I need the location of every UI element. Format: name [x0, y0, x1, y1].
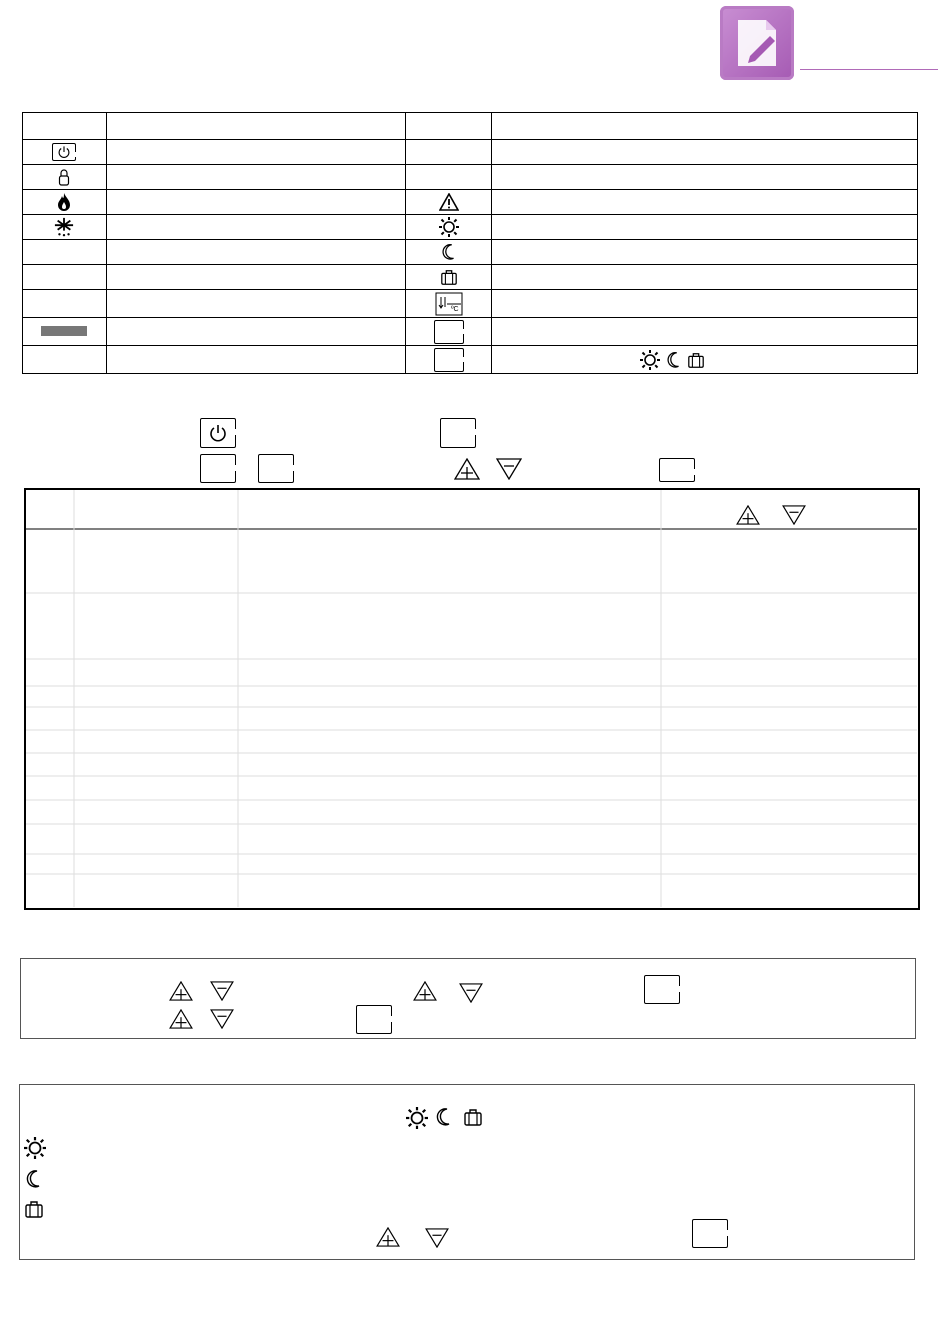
blank-key-icon: [434, 320, 464, 344]
up-triangle-icon[interactable]: [169, 981, 193, 1001]
lock-icon: [58, 168, 70, 186]
confirm-button[interactable]: [644, 975, 680, 1004]
power-key-icon: [52, 143, 76, 161]
key-button-b[interactable]: [258, 454, 294, 483]
down-triangle-icon[interactable]: [496, 458, 522, 480]
legend-row: [23, 215, 918, 240]
moon-icon: [24, 1169, 44, 1189]
blank-key-icon: [434, 348, 464, 372]
moon-icon: [434, 1107, 454, 1127]
suitcase-icon: [687, 351, 705, 369]
thermometer-display-icon: [435, 292, 463, 316]
power-icon: [208, 423, 228, 443]
confirm-button[interactable]: [692, 1219, 728, 1248]
suitcase-icon: [463, 1107, 483, 1127]
up-triangle-icon[interactable]: [376, 1227, 400, 1247]
up-triangle-icon[interactable]: [454, 458, 480, 480]
sun-icon: [640, 350, 660, 370]
legend-row: [23, 165, 918, 190]
legend-row: [23, 346, 918, 374]
down-triangle-icon[interactable]: [210, 1009, 234, 1029]
flame-icon: [57, 192, 71, 212]
up-triangle-icon: [736, 505, 760, 525]
confirm-button[interactable]: [659, 458, 695, 482]
parameter-table: [24, 488, 920, 910]
legend-row: [23, 318, 918, 346]
moon-icon: [440, 243, 458, 261]
power-button[interactable]: [200, 418, 236, 448]
moon-icon: [665, 351, 683, 369]
mode-instructions-box: [19, 1084, 915, 1260]
suitcase-icon: [24, 1199, 44, 1219]
legend-row: [23, 265, 918, 290]
warning-icon: [439, 193, 459, 211]
confirm-button[interactable]: [356, 1005, 392, 1034]
legend-row: [23, 240, 918, 265]
legend-header-row: [23, 113, 918, 140]
sun-icon: [406, 1107, 428, 1129]
svg-text:ºC: ºC: [450, 305, 459, 313]
header-rule: [800, 69, 938, 70]
down-triangle-icon[interactable]: [425, 1228, 449, 1248]
key-button-a[interactable]: [200, 454, 236, 483]
legend-row: [23, 190, 918, 215]
down-triangle-icon[interactable]: [210, 981, 234, 1001]
bar-indicator-icon: [41, 326, 87, 336]
suitcase-icon: [440, 268, 458, 286]
mode-button[interactable]: [440, 418, 476, 448]
edit-document-icon: [720, 6, 794, 80]
legend-row: [23, 140, 918, 165]
up-triangle-icon[interactable]: [169, 1009, 193, 1029]
down-triangle-icon[interactable]: [459, 983, 483, 1003]
sun-icon: [24, 1137, 46, 1159]
up-triangle-icon[interactable]: [413, 981, 437, 1001]
down-triangle-icon: [782, 505, 806, 525]
frost-icon: [54, 217, 74, 237]
adjust-instructions-box: [20, 958, 916, 1039]
legend-table: [22, 112, 918, 374]
legend-row: [23, 290, 918, 318]
sun-icon: [439, 217, 459, 237]
